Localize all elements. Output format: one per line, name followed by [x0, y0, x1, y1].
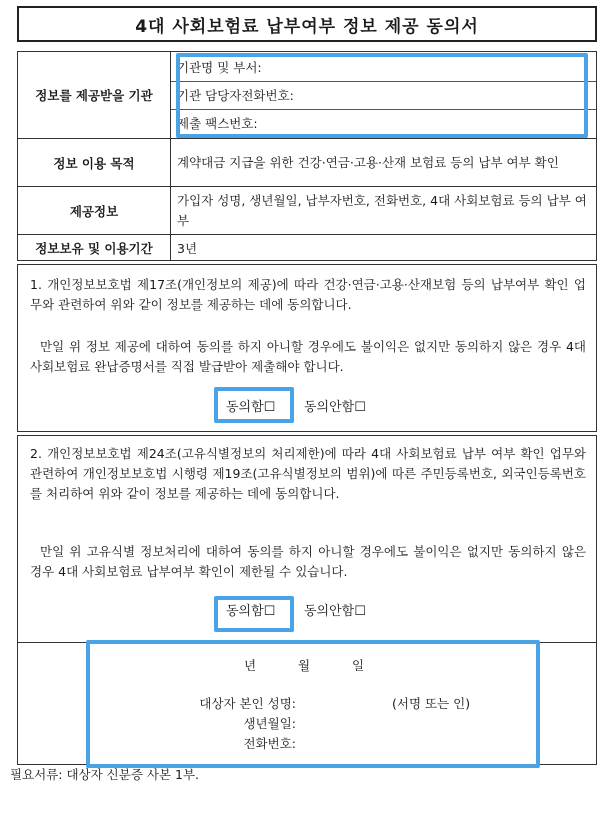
section1-agree-option[interactable]: 동의함☐ [226, 400, 276, 415]
date-year-label: 년 [244, 658, 257, 673]
org-department-field[interactable]: 기관명 및 부서: [171, 54, 596, 82]
date-day-label: 일 [352, 658, 365, 673]
section1-paragraph2: 만일 위 정보 제공에 대하여 동의를 하지 아니할 경우에도 불이익은 없지만 동의하지 않은 경우 4대 사회보험료 완납증명서를 직접 발급받아 제출해야 합니다. [30, 339, 586, 374]
purpose-value: 계약대금 지급을 위한 건강·연금·고용·산재 보험료 등의 납부 여부 확인 [171, 139, 597, 187]
contact-phone-field[interactable]: 기관 담당자전화번호: [171, 82, 596, 110]
recipient-header: 정보를 제공받을 기관 [18, 52, 171, 139]
provided-info-header: 제공정보 [18, 187, 171, 235]
consent-section-2 [17, 435, 597, 643]
section2-paragraph1: 2. 개인정보보호법 제24조(고유식별정보의 처리제한)에 따라 4대 사회보험료 납부 여부 확인 업무와 관련하여 개인정보보호법 시행령 제19조(고유식별정보의 범위)에 따른 주민등록번호, 외국인등록번호를 처리하여 위와 같이 정보를 제공하는 데에 동의합니다. [30, 446, 586, 501]
retention-header: 정보보유 및 이용기간 [18, 235, 171, 261]
required-documents-note: 필요서류: 대상자 신분증 사본 1부. [10, 767, 200, 782]
date-month-label: 월 [298, 658, 311, 673]
document-title: 4대 사회보험료 납부여부 정보 제공 동의서 [17, 6, 597, 42]
section1-disagree-option[interactable]: 동의안함☐ [304, 400, 366, 415]
signature-note: (서명 또는 인) [392, 696, 471, 711]
section2-agree-option[interactable]: 동의함☐ [226, 604, 276, 619]
section1-paragraph1: 1. 개인정보보호법 제17조(개인정보의 제공)에 따라 건강·연금·고용·산재보험 등의 납부여부 확인 업무와 관련하여 위와 같이 정보를 제공하는 데에 동의합니다. [30, 277, 586, 312]
fax-number-field[interactable]: 제출 팩스번호: [177, 115, 258, 131]
consent-section-1 [17, 264, 597, 432]
highlight-section2-agree [214, 596, 294, 632]
highlight-section1-agree [214, 387, 294, 423]
phone-label: 전화번호: [243, 736, 296, 751]
purpose-header: 정보 이용 목적 [18, 139, 171, 187]
retention-value: 3년 [171, 235, 597, 261]
highlight-signature-area [86, 640, 540, 768]
section2-paragraph2: 만일 위 고유식별 정보처리에 대하여 동의를 하지 아니할 경우에도 불이익은 없지만 동의하지 않은 경우 4대 사회보험료 납부여부 확인이 제한될 수 있습니다. [30, 544, 586, 579]
section2-disagree-option[interactable]: 동의안함☐ [304, 604, 366, 619]
birthdate-label: 생년월일: [243, 716, 296, 731]
provided-info-value: 가입자 성명, 생년월일, 납부자번호, 전화번호, 4대 사회보험료 등의 납부 여부 [171, 187, 597, 235]
highlight-recipient-fields [176, 53, 588, 138]
name-label: 대상자 본인 성명: [199, 696, 296, 711]
